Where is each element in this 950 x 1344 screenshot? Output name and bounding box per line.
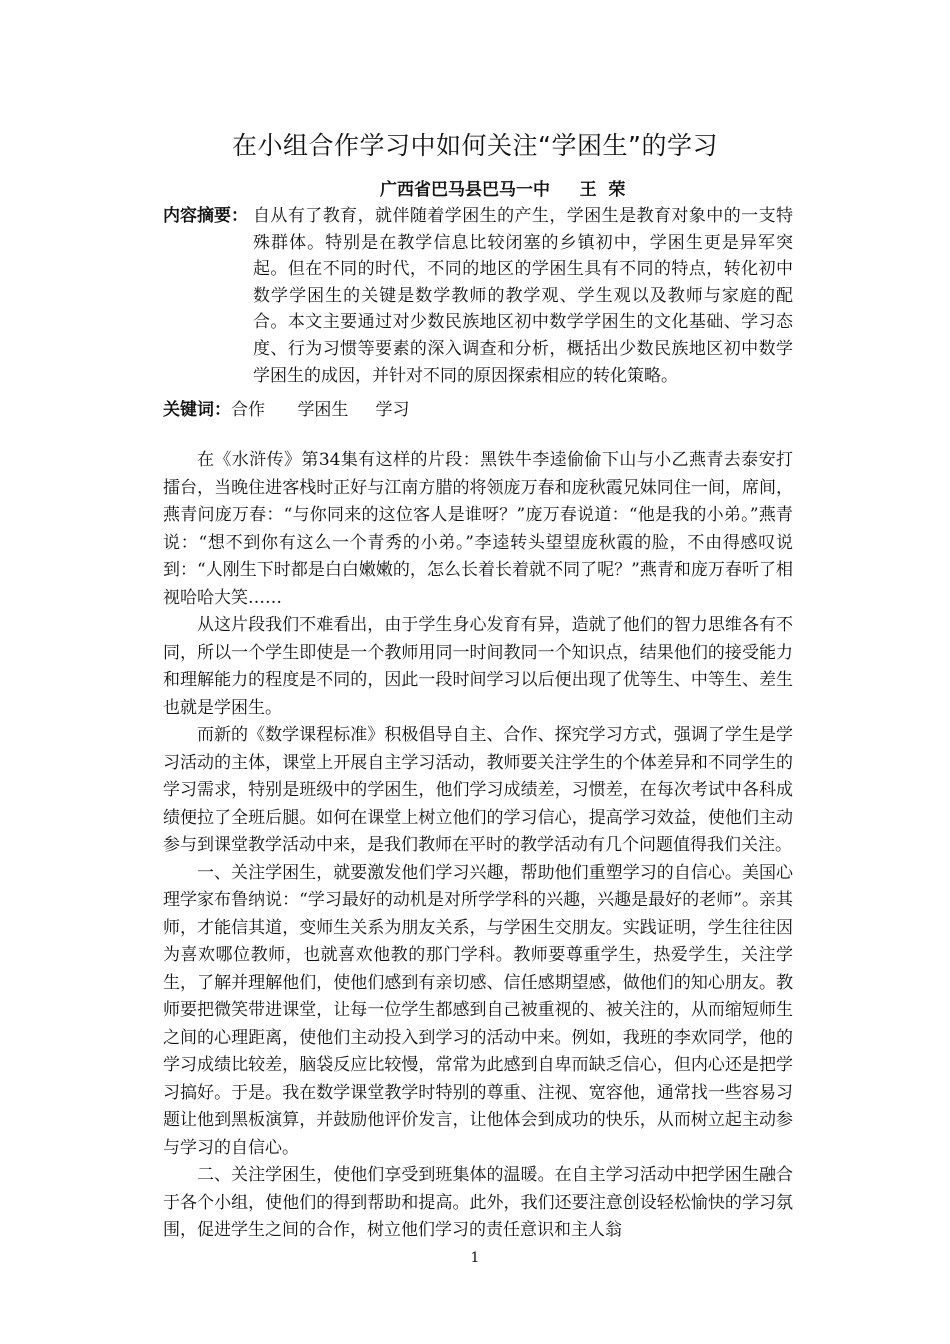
- body-paragraph: 从这片段我们不难看出，由于学生身心发育有异，造就了他们的智力思维各有不同，所以一个学生即使是一个教师用同一时间教同一个知识点，结果他们的接受能力和理解能力的程度是不同的，因此一段时间学习以后便出现了优等生、中等生、差生也就是学困生。: [163, 615, 793, 718]
- keyword-item: 合作: [231, 400, 265, 420]
- keywords-label: 关键词：: [163, 400, 231, 420]
- body-paragraph: 而新的《数学课程标准》积极倡导自主、合作、探究学习方式，强调了学生是学习活动的主体，课堂上开展自主学习活动，教师要关注学生的个体差异和不同学生的学习需求，特别是班级中的学困生，他们学习成绩差，习惯差，在每次考试中各科成绩便拉了全班后腿。如何在课堂上树立他们的学习信心，提高学习效益，使他们主动参与到课堂教学活动中来，是我们教师在平时的教学活动有几个问题值得我们关注。: [163, 725, 793, 855]
- document-title: 在小组合作学习中如何关注“学困生”的学习: [232, 131, 718, 160]
- keyword-item: 学困生: [297, 400, 349, 420]
- body-paragraph: 二、关注学困生，使他们享受到班集体的温暖。在自主学习活动中把学困生融合于各个小组，使他们的得到帮助和提高。此外，我们还要注意创设轻松愉快的学习氛围，促进学生之间的合作，树立他们学习的责任意识和主人翁: [163, 1165, 793, 1240]
- keywords-line: [163, 397, 409, 423]
- abstract-label: 内容摘要：: [163, 206, 248, 226]
- body-text: [163, 447, 793, 1245]
- body-paragraph: 一、关注学困生，就要激发他们学习兴趣，帮助他们重塑学习的自信心。美国心理学家布鲁纳说：“学习最好的动机是对所学学科的兴趣，兴趣是最好的老师”。亲其师，才能信其道，变师生关系为朋友关系，与学困生交朋友。实践证明，学生往往因为喜欢哪位教师，也就喜欢他教的那门学科。教师要尊重学生，热爱学生，关注学生，了解并理解他们，使他们感到有亲切感、信任感期望感，做他们的知心朋友。教师要把微笑带进课堂，让每一位学生都感到自己被重视的、被关注的，从而缩短师生之间的心理距离，使他们主动投入到学习的活动中来。例如，我班的李欢同学，他的学习成绩比较差，脑袋反应比较慢，常常为此感到自卑而缺乏信心，但内心还是把学习搞好。于是。我在数学课堂教学时特别的尊重、注视、宽容他，通常找一些容易习题让他到黑板演算，并鼓励他评价发言，让他体会到成功的快乐，从而树立起主动参与学习的自信心。: [163, 862, 793, 1158]
- abstract-text: 自从有了教育，就伴随着学困生的产生，学困生是教育对象中的一支特殊群体。特别是在教学信息比较闭塞的乡镇初中，学困生更是异军突起。但在不同的时代，不同的地区的学困生具有不同的特点，转化初中数学学困生的关键是数学教师的教学观、学生观以及教师与家庭的配合。本文主要通过对少数民族地区初中数学学困生的文化基础、学习态度、行为习惯等要素的深入调查和分析，概括出少数民族地区初中数学学困生的成因，并针对不同的原因探索相应的转化策略。: [253, 206, 793, 386]
- body-paragraph: 在《水浒传》第34集有这样的片段：黑铁牛李逵偷偷下山与小乙燕青去泰安打擂台，当晚住进客栈时正好与江南方腊的将领庞万春和庞秋霞兄妹同住一间，席间，燕青问庞万春：“与你同来的这位客人是谁呀？”庞万春说道：“他是我的小弟。”燕青说：“想不到你有这么一个青秀的小弟。”李逵转头望望庞秋霞的脸，不由得感叹说到：“人刚生下时都是白白嫩嫩的，怎么长着长着就不同了呢？”燕青和庞万春听了相视哈哈大笑……: [163, 450, 793, 608]
- keyword-item: 学习: [375, 400, 410, 420]
- page-number: 1: [470, 1250, 480, 1266]
- author-line: 广西省巴马县巴马一中 王 荣: [380, 180, 626, 200]
- abstract-section: [163, 203, 793, 389]
